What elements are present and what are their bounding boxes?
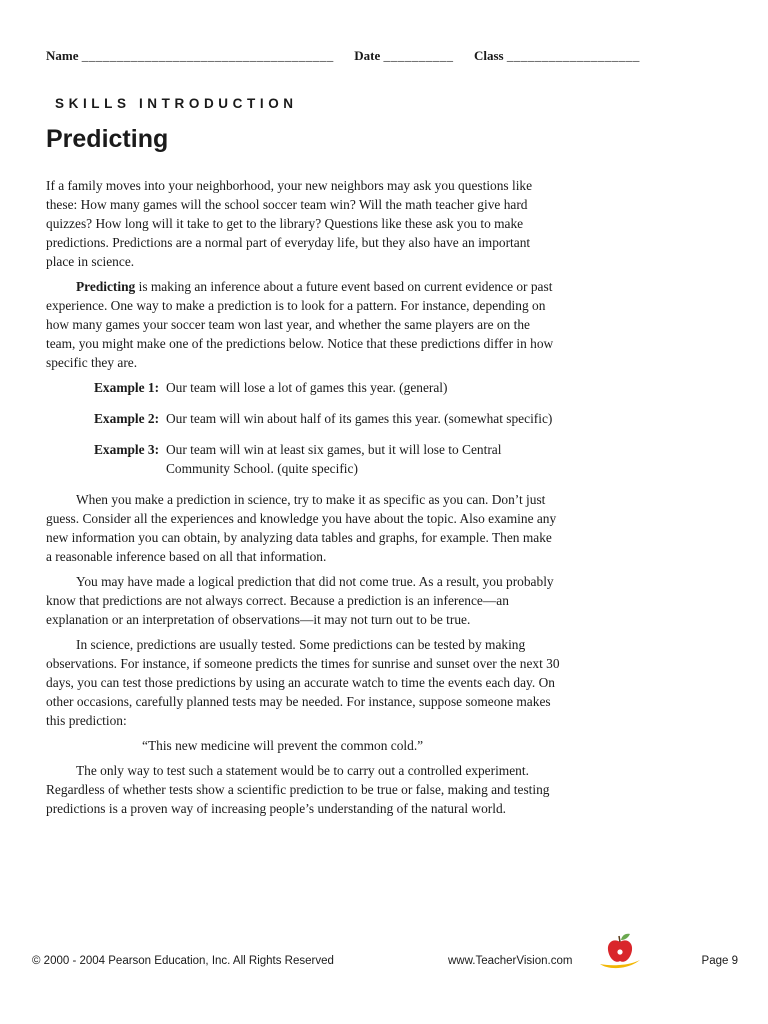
class-blank: ___________________ <box>506 48 640 63</box>
prediction-quote: “This new medicine will prevent the common cold.” <box>142 738 424 753</box>
example-text: Our team will win about half of its games this year. (somewhat specific) <box>166 411 553 426</box>
paragraph-specific: When you make a prediction in science, try to make it as specific as you can. Don’t just guess. Consider all the experiences and knowledge you have about the topic. Also examine any new information you can obtain, by analyzing data tables and graphs, for example. Then make a reasonable inference based on all that information. <box>46 492 557 564</box>
term-predicting: Predicting <box>76 279 136 294</box>
name-label: Name <box>46 48 79 63</box>
paragraph-conclusion: The only way to test such a statement would be to carry out a controlled experiment. Regardless of whether tests show a scientific prediction to be true or false, making and testing predictions is a proven way of increasing people’s understanding of the natural world. <box>46 763 550 816</box>
paragraph-not-correct: You may have made a logical prediction that did not come true. As a result, you probably know that predictions are not always correct. Because a prediction is an inference—an explanation or an interpretation of observations—it may not turn out to be true. <box>46 574 554 627</box>
page-footer <box>32 955 738 971</box>
example-1 <box>94 378 560 397</box>
class-label: Class <box>474 48 504 63</box>
student-info-header <box>46 48 726 64</box>
definition-text: is making an inference about a future event based on current evidence or past experience. One way to make a prediction is to look for a pattern. For instance, depending on how many games your soccer team won last year, and whether the same players are on the team, you might make one of the predictions below. Notice that these predictions differ in how specific they are. <box>46 279 554 370</box>
website-text: www.TeacherVision.com <box>448 955 573 967</box>
example-text: Our team will win at least six games, but it will lose to Central Community School. (quite specific) <box>166 442 502 476</box>
example-label: Example 2: <box>94 411 160 426</box>
example-label: Example 3: <box>94 442 160 457</box>
name-blank: ____________________________________ <box>81 48 334 63</box>
paragraph-definition <box>46 277 560 372</box>
date-label: Date <box>354 48 381 63</box>
example-2 <box>94 409 560 428</box>
page-title: Predicting <box>46 125 169 153</box>
date-blank: __________ <box>383 48 454 63</box>
example-text: Our team will lose a lot of games this year. (general) <box>166 380 448 395</box>
copyright-text: © 2000 - 2004 Pearson Education, Inc. All Rights Reserved <box>32 955 334 967</box>
body-text <box>46 176 560 824</box>
section-label: SKILLS INTRODUCTION <box>55 96 298 111</box>
paragraph-intro: If a family moves into your neighborhood, your new neighbors may ask you questions like these: How many games will the school soccer team win? Will the math teacher give hard quizzes? How long will it take to get to the library? Questions like these ask you to make predictions. Predictions are a normal part of everyday life, but they also have an important place in science. <box>46 178 533 269</box>
page-number: Page 9 <box>701 955 738 967</box>
example-3 <box>94 440 560 478</box>
example-label: Example 1: <box>94 380 160 395</box>
paragraph-testing: In science, predictions are usually tested. Some predictions can be tested by making observations. For instance, if someone predicts the times for sunrise and sunset over the next 30 days, you can test those predictions by using an accurate watch to time the events each day. On other occasions, carefully planned tests may be needed. For instance, suppose someone makes this prediction: <box>46 637 560 728</box>
